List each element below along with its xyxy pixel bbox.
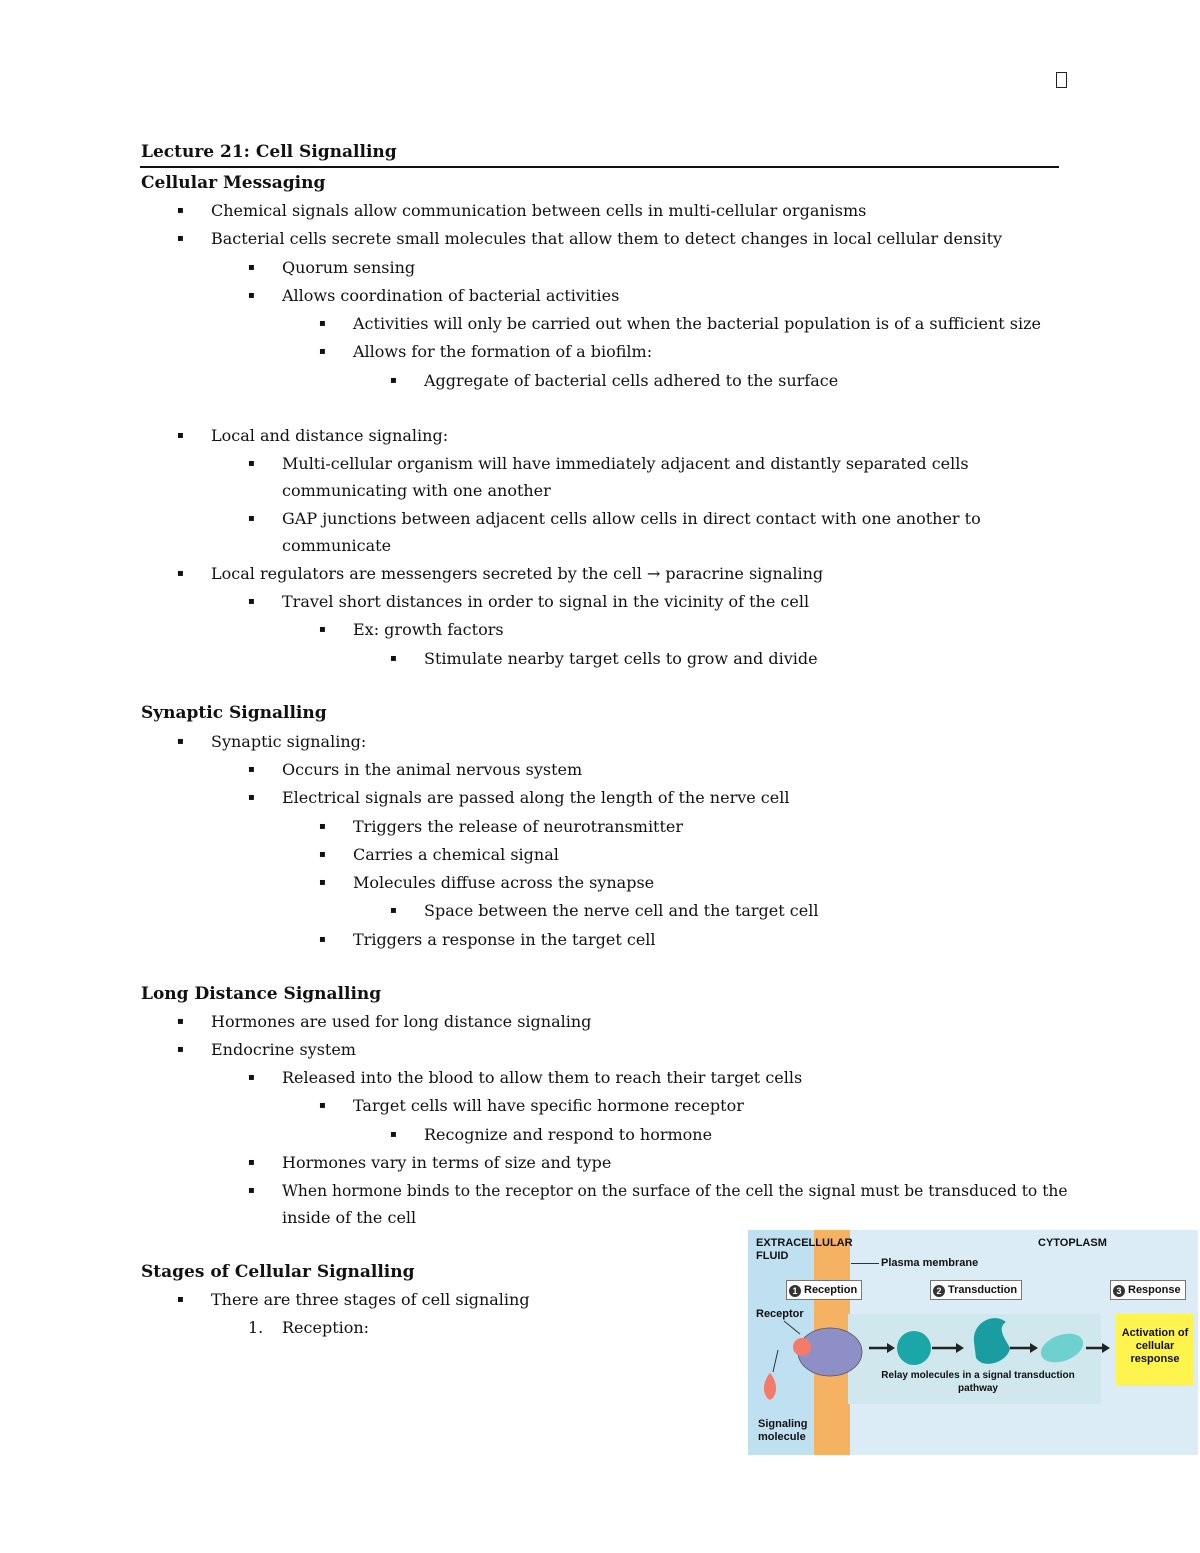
extracellular-label: EXTRACELLULAR FLUID [756,1237,853,1262]
signaling-molecule-icon [764,1373,776,1400]
stage-number: 1 [789,1285,801,1297]
stage-label: Reception [804,1284,858,1296]
list-item: There are three stages of cell signaling [211,1290,530,1309]
bullet: ▪ [319,849,326,860]
relay-label: Relay molecules in a signal transduction pathway [881,1370,1075,1394]
list-item: Synaptic signaling: [211,732,367,751]
list-number: 1. [248,1318,264,1337]
page-title: Lecture 21: Cell Signalling [141,142,397,162]
bullet: ▪ [177,1294,184,1305]
cell-signaling-figure [748,1230,1198,1455]
bullet: ▪ [319,934,326,945]
list-item: Local and distance signaling: [211,426,449,445]
list-item: Space between the nerve cell and the target cell [424,901,819,920]
bound-signal-icon [793,1338,811,1356]
stage-label: Response [1128,1284,1181,1296]
list-item: Aggregate of bacterial cells adhered to the surface [424,371,839,390]
plasma-membrane-label: Plasma membrane [881,1257,979,1269]
bullet: ▪ [248,1185,255,1196]
list-item: Triggers the release of neurotransmitter [353,817,684,836]
list-item: Hormones are used for long distance signaling [211,1012,592,1031]
list-item: Ex: growth factors [353,620,504,639]
list-item: Occurs in the animal nervous system [282,760,583,779]
bullet: ▪ [177,233,184,244]
bullet: ▪ [248,1157,255,1168]
bullet: ▪ [319,318,326,329]
bullet: ▪ [248,792,255,803]
list-item: Carries a chemical signal [353,845,559,864]
list-item: GAP junctions between adjacent cells allow cells in direct contact with one another to [282,509,981,528]
bullet: ▪ [390,905,397,916]
list-item: When hormone binds to the receptor on the surface of the cell the signal must be transduced to the [282,1182,1068,1200]
list-item-continuation: communicating with one another [282,481,551,500]
stage-number: 3 [1113,1285,1125,1297]
stage-label: Transduction [948,1284,1018,1296]
bullet: ▪ [248,1072,255,1083]
heading-long-distance-signalling: Long Distance Signalling [141,984,382,1004]
list-item: Chemical signals allow communication between cells in multi-cellular organisms [211,201,867,220]
bullet: ▪ [177,1044,184,1055]
bullet: ▪ [319,624,326,635]
bullet: ▪ [177,430,184,441]
bullet: ▪ [319,1100,326,1111]
title-rule [140,166,1059,168]
bullet: ▪ [319,346,326,357]
list-item: Molecules diffuse across the synapse [353,873,655,892]
list-item: Allows for the formation of a biofilm: [353,342,653,361]
heading-cellular-messaging: Cellular Messaging [141,173,326,193]
list-item: Triggers a response in the target cell [353,930,656,949]
list-item: Stimulate nearby target cells to grow and divide [424,649,818,668]
list-item: Activities will only be carried out when the bacterial population is of a sufficient size [353,314,1042,333]
bullet: ▪ [248,764,255,775]
bullet: ▪ [177,1016,184,1027]
bullet: ▪ [177,205,184,216]
list-item: Bacterial cells secrete small molecules that allow them to detect changes in local cellular density [211,229,1003,248]
list-item: Local regulators are messengers secreted by the cell → paracrine signaling [211,564,824,583]
list-item: Quorum sensing [282,258,416,277]
heading-stages-of-cellular-signalling: Stages of Cellular Signalling [141,1262,415,1282]
receptor-label: Receptor [756,1308,804,1320]
list-item: Reception: [282,1318,370,1337]
list-item: Target cells will have specific hormone receptor [353,1096,744,1115]
relay-molecule-2-icon [974,1318,1010,1364]
bullet: ▪ [177,736,184,747]
bullet: ▪ [319,821,326,832]
bullet: ▪ [248,290,255,301]
bullet: ▪ [390,653,397,664]
bullet: ▪ [248,262,255,273]
corner-box-icon [1056,72,1067,88]
list-item: Released into the blood to allow them to reach their target cells [282,1068,803,1087]
bullet: ▪ [390,375,397,386]
signal-arrow [773,1350,778,1372]
heading-synaptic-signalling: Synaptic Signalling [141,703,327,723]
list-item: Electrical signals are passed along the length of the nerve cell [282,788,790,807]
list-item: Allows coordination of bacterial activities [282,286,620,305]
list-item: Multi-cellular organism will have immediately adjacent and distantly separated cells [282,454,969,473]
bullet: ▪ [248,596,255,607]
list-item: Recognize and respond to hormone [424,1125,713,1144]
bullet: ▪ [177,568,184,579]
stage-number: 2 [933,1285,945,1297]
receptor-leader-line [784,1321,800,1334]
signaling-molecule-label: Signaling molecule [758,1418,808,1443]
relay-molecule-3-icon [1037,1328,1087,1367]
cytoplasm-label: CYTOPLASM [1038,1237,1107,1249]
relay-molecule-1-icon [897,1331,931,1365]
bullet: ▪ [248,458,255,469]
list-item-continuation: communicate [282,536,392,555]
list-item: Hormones vary in terms of size and type [282,1153,612,1172]
response-box: Activation of cellular response [1116,1314,1194,1386]
list-item: Travel short distances in order to signal in the vicinity of the cell [282,592,810,611]
list-item-continuation: inside of the cell [282,1208,417,1227]
bullet: ▪ [319,877,326,888]
bullet: ▪ [248,513,255,524]
list-item: Endocrine system [211,1040,356,1059]
bullet: ▪ [390,1129,397,1140]
